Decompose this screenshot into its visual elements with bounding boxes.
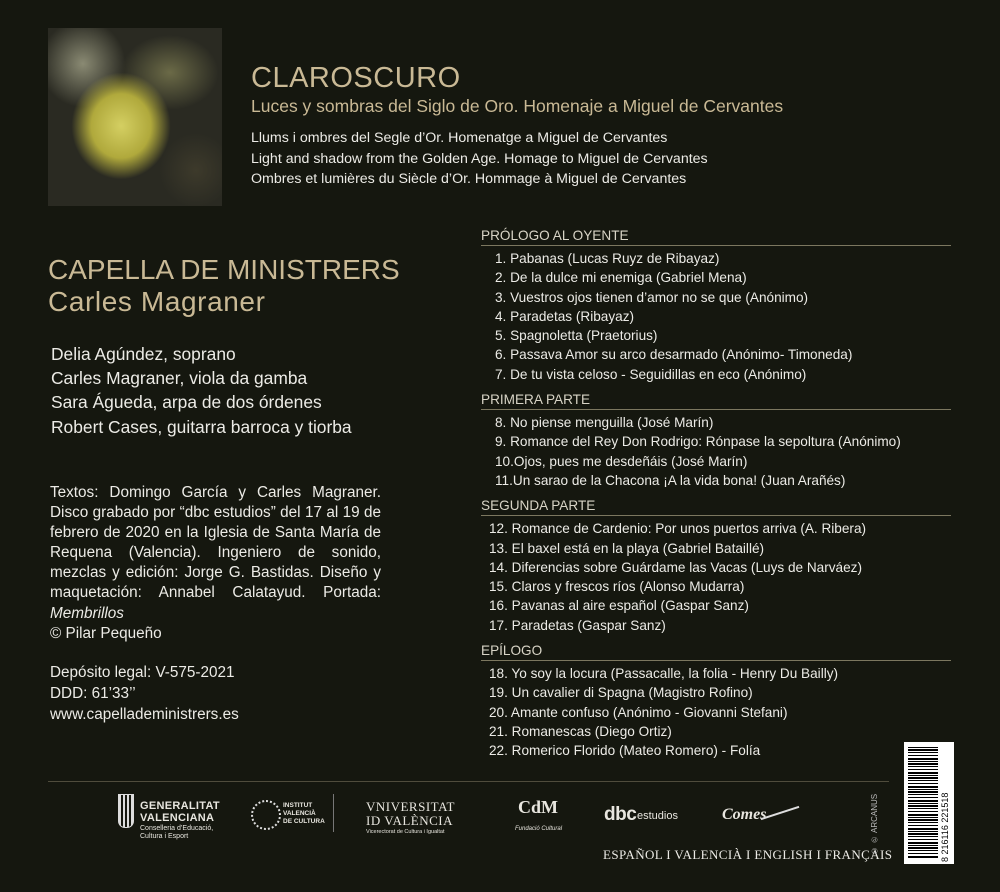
track-item: 11.Un sarao de la Chacona ¡A la vida bona! (Juan Arañés) [495, 472, 846, 488]
track-item: 4. Paradetas (Ribayaz) [495, 308, 635, 324]
translation-english: Light and shadow from the Golden Age. Homage to Miguel de Cervantes [251, 150, 708, 167]
generalitat-sub2: Cultura i Esport [140, 833, 189, 840]
translation-catalan: Llums i ombres del Segle d’Or. Homenatge a Miguel de Cervantes [251, 130, 668, 146]
logo-separator [333, 794, 334, 832]
uv-line2: ID VALÈNCIA [366, 813, 453, 828]
track-item: 1. Pabanas (Lucas Ruyz de Ribayaz) [495, 251, 720, 266]
legal-info [50, 662, 239, 725]
dbc-subtext: estudios [637, 810, 678, 822]
album-title: CLAROSCURO [251, 62, 461, 94]
director-name: Carles Magraner [48, 286, 266, 317]
credits-main: Textos: Domingo García y Carles Magraner. Disco grabado por “dbc estudios” del 17 al 19 de febrero de 2020 en la Iglesia de Santa María de Requena (Valencia). Ingeniero de sonido, mezclas y edición: Jorge G. Bastidas. Diseño y maquetación: Annabel Calatayud. Portada: [50, 484, 381, 602]
performer: Delia Agúndez, soprano [51, 344, 236, 364]
section-divider [481, 409, 951, 410]
comes-logo: Comes [722, 806, 767, 823]
track-item: 16. Pavanas al aire español (Gaspar Sanz) [489, 598, 749, 614]
track-item: 5. Spagnoletta (Praetorius) [495, 328, 658, 344]
section-heading: PRIMERA PARTE [481, 392, 591, 408]
translation-french: Ombres et lumières du Siècle d’Or. Hommage à Miguel de Cervantes [251, 171, 687, 187]
ivc-line3: DE CULTURA [283, 818, 325, 825]
ensemble-name: CAPELLA DE MINISTRERS [48, 254, 400, 285]
section-heading: SEGUNDA PARTE [481, 498, 596, 514]
ensemble-block [48, 254, 400, 318]
ivc-line1: INSTITUT [283, 802, 313, 809]
title-block [251, 62, 783, 117]
track-item: 18. Yo soy la locura (Passacalle, la folia - Henry Du Bailly) [489, 666, 839, 682]
track-item: 20. Amante confuso (Anónimo - Giovanni Stefani) [489, 704, 788, 720]
generalitat-line2: VALENCIANA [140, 812, 215, 824]
track-item: 14. Diferencias sobre Guárdame las Vacas (Luys de Narváez) [489, 559, 862, 575]
generalitat-shield-icon [118, 794, 134, 828]
fundacion-logo: CdM [518, 797, 558, 817]
track-item: 6. Passava Amor su arco desarmado (Anónimo- Timoneda) [495, 347, 853, 363]
university-subtext: Vicerectorat de Cultura i Igualtat [366, 829, 445, 835]
comes-swoosh-icon [761, 806, 800, 820]
track-item: 9. Romance del Rey Don Rodrigo: Rónpase la sepoltura (Anónimo) [495, 434, 901, 450]
track-item: 7. De tu vista celoso - Seguidillas en eco (Anónimo) [495, 366, 807, 382]
ivc-emblem-icon [251, 800, 281, 830]
track-item: 10.Ojos, pues me desdeñáis (José Marín) [495, 453, 748, 469]
dbc-logo: dbc [604, 804, 637, 825]
barcode-bars-icon [908, 747, 938, 859]
subtitle-translations [251, 128, 708, 190]
track-item: 22. Romerico Florido (Mateo Romero) - Folía [489, 743, 761, 759]
performer: Carles Magraner, viola da gamba [51, 368, 308, 389]
generalitat-sub1: Conselleria d’Educació, [140, 825, 214, 832]
label-imprint: © ℗ ARCANUS [870, 793, 879, 855]
total-duration: DDD: 61’33’’ [50, 685, 136, 702]
track-item: 13. El baxel está en la playa (Gabriel Bataillé) [489, 540, 765, 556]
track-item: 19. Un cavalier di Spagna (Magistro Rofino) [489, 685, 753, 701]
track-item: 17. Paradetas (Gaspar Sanz) [489, 617, 666, 633]
track-item: 2. De la dulce mi enemiga (Gabriel Mena) [495, 270, 747, 286]
barcode [904, 742, 954, 864]
fundacion-subtext: Fundació Cultural [515, 826, 563, 832]
track-item: 12. Romance de Cardenio: Por unos puertos arriva (A. Ribera) [489, 521, 867, 537]
section-divider [481, 515, 951, 516]
university-logo [366, 800, 455, 828]
generalitat-line1: GENERALITAT [140, 800, 220, 812]
track-item: 8. No piense menguilla (José Marín) [495, 415, 714, 431]
track-item: 15. Claros y frescos ríos (Alonso Mudarra) [489, 579, 745, 595]
section-heading: EPÍLOGO [481, 643, 543, 659]
languages-line: ESPAÑOL I VALENCIÀ I ENGLISH I FRANÇAIS [603, 847, 893, 862]
cover-artwork-title: Membrillos [50, 604, 124, 622]
section-heading: PRÓLOGO AL OYENTE [481, 228, 629, 243]
generalitat-subtext [140, 825, 213, 841]
cover-artwork-credit: © Pilar Pequeño [50, 624, 162, 642]
performers-list [51, 342, 352, 439]
legal-deposit: Depósito legal: V-575-2021 [50, 664, 235, 681]
generalitat-logo [140, 800, 220, 824]
performer: Robert Cases, guitarra barroca y tiorba [51, 416, 352, 437]
section-divider [481, 245, 951, 246]
ivc-line2: VALENCIÀ [283, 810, 316, 817]
ivc-logo [283, 802, 325, 826]
credits-text [50, 483, 381, 644]
album-subtitle: Luces y sombras del Siglo de Oro. Homenaje a Miguel de Cervantes [251, 96, 784, 116]
website-link[interactable]: www.capelladeministrers.es [50, 706, 239, 723]
track-item: 3. Vuestros ojos tienen d’amor no se que (Anónimo) [495, 289, 809, 305]
cover-image-quince [48, 28, 222, 206]
tracklist [481, 226, 951, 761]
footer-divider [48, 781, 889, 782]
uv-line1: VNIVERSITAT [366, 799, 455, 814]
section-divider [481, 660, 951, 661]
track-item: 21. Romanescas (Diego Ortiz) [489, 723, 672, 739]
barcode-number: 8 216116 221518 [940, 792, 950, 862]
performer: Sara Águeda, arpa de dos órdenes [51, 392, 322, 413]
